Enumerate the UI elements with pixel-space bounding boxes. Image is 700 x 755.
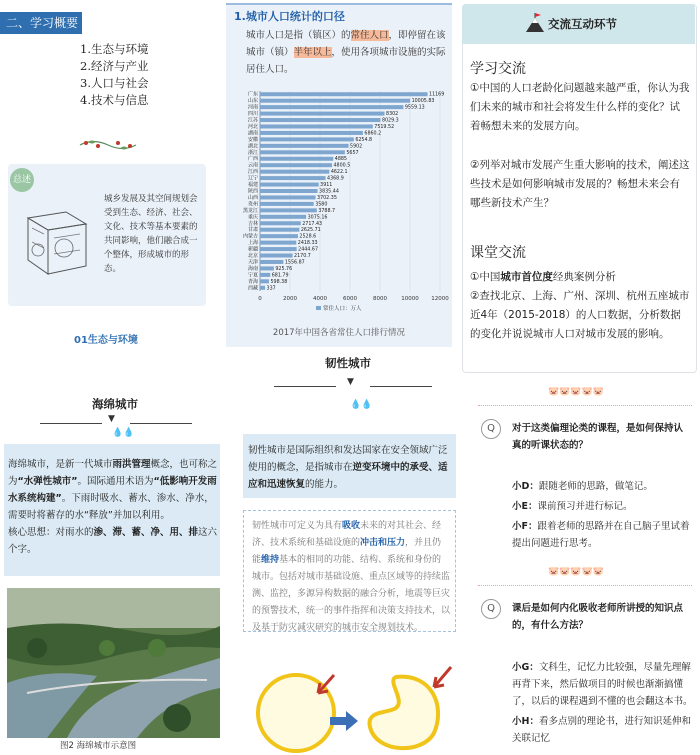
category-label: 海南 — [247, 265, 258, 272]
category-label: 辽宁 — [247, 175, 258, 182]
value-label: 337 — [266, 286, 276, 292]
x-tick-label: 6000 — [343, 296, 357, 302]
category-label: 山西 — [247, 194, 258, 201]
bar — [260, 228, 299, 232]
category-label: 贵州 — [247, 201, 258, 208]
bar — [260, 124, 373, 128]
bar — [260, 241, 296, 245]
bar — [260, 163, 332, 167]
outline-item: 1.生态与环境 — [80, 42, 149, 56]
interaction-title: 交流互动环节 — [548, 17, 617, 31]
legend-swatch — [316, 306, 321, 310]
bar — [260, 279, 269, 283]
study-question-2: ②列举对城市发展产生重大影响的技术，阐述这些技术是如何影响城市发展的？畅想未来会有哪些新技术产生？ — [470, 159, 690, 209]
highlight-resident: 常住人口 — [350, 30, 389, 41]
bar — [260, 215, 306, 219]
value-label: 5657 — [346, 150, 359, 156]
category-label: 浙江 — [247, 149, 258, 156]
class-item-1-c: 经典案例分析 — [552, 271, 616, 283]
subheading: 01生态与环境 — [74, 335, 138, 346]
value-label: 2528.6 — [299, 234, 317, 240]
stats-text-b: ，即停留在该城市（镇） — [246, 30, 446, 58]
qa-answer — [512, 713, 694, 747]
res-d-b: 吸收 — [342, 521, 361, 531]
sponge-p1-g: 。下雨时吸水、蓄水、渗水、净水，需要时将蓄存的水“释放”并加以利用。 — [8, 493, 214, 521]
x-tick-label: 2000 — [283, 296, 297, 302]
x-tick-label: 8000 — [373, 296, 387, 302]
category-label: 湖北 — [247, 143, 258, 150]
category-label: 河南 — [247, 104, 258, 111]
res-d-f: 维持 — [261, 555, 280, 565]
summary-text: 城乡发展及其空间规划会受到生态、经济、社会、文化、技术等基本要素的共同影响，他们融合成一个整体，形成城市的形态。 — [104, 194, 198, 274]
value-label: 2418.33 — [297, 241, 318, 247]
arrow-icon — [434, 667, 451, 687]
qa-who: 小H： — [512, 716, 539, 727]
qa-text: 跟着老师的思路并在自己脑子里试着提出问题进行思考。 — [512, 521, 690, 549]
qa-who: 小D： — [512, 481, 539, 492]
bar — [260, 247, 297, 251]
value-label: 3580 — [315, 202, 328, 208]
res-d-c: 未来的对其社会、经济、技术系统和基础设施的 — [252, 521, 442, 548]
dented-shape — [369, 677, 438, 748]
study-heading: 学习交流 — [470, 61, 526, 77]
res-d-g: 基本的相同的功能、结构、系统和身份的城市。包括对城市基础设施、重点区域等的持续监测、监控，多源异构数据的融合分析，地震等巨灾的预警技术，统一的事件指挥和决策支持技术，以及基于防灾减灾研究的城市安全规划技术。 — [252, 555, 451, 633]
outline-item: 4.技术与信息 — [80, 93, 149, 107]
resilience-def-text — [248, 442, 454, 493]
category-label: 上海 — [247, 240, 258, 247]
stats-text — [246, 27, 446, 78]
sponge-p1-e: 。国际通用术语为 — [77, 476, 154, 487]
res-d-e: ，并且仍能 — [252, 538, 442, 565]
value-label: 925.76 — [275, 266, 293, 272]
value-label: 8029.3 — [381, 118, 399, 124]
value-label: 2444.67 — [298, 247, 319, 253]
x-tick-label: 10000 — [401, 296, 419, 302]
bar — [260, 208, 317, 212]
sponge-text — [8, 456, 218, 558]
water-drops-icon: 💧💧 — [350, 400, 373, 410]
qa-text: 跟随老师的思路，做笔记。 — [538, 481, 653, 492]
stats-title: 1.城市人口统计的口径 — [234, 10, 345, 23]
category-label: 黑龙江 — [242, 207, 258, 214]
category-label: 湖南 — [247, 130, 258, 137]
category-label: 新疆 — [247, 246, 258, 253]
bar — [260, 221, 301, 225]
category-label: 福建 — [247, 182, 258, 189]
qa-answer — [512, 518, 694, 552]
category-label: 安徽 — [247, 136, 258, 143]
value-label: 1556.87 — [284, 260, 305, 266]
outline-item: 3.人口与社会 — [80, 76, 149, 90]
category-label: 广西 — [247, 156, 258, 163]
qa-who: 小E： — [512, 501, 538, 512]
category-label: 吉林 — [247, 220, 258, 227]
bar — [260, 189, 318, 193]
category-label: 北京 — [247, 253, 258, 260]
bar — [260, 112, 385, 116]
value-label: 2717.43 — [302, 221, 323, 227]
category-label: 河北 — [247, 123, 258, 130]
sponge-title: 海绵城市 — [92, 397, 138, 411]
bar — [260, 137, 354, 141]
bar — [260, 273, 270, 277]
value-label: 681.79 — [271, 273, 289, 279]
outline-item: 2.经济与产业 — [80, 59, 149, 73]
bar — [260, 118, 380, 122]
value-label: 2625.71 — [300, 228, 321, 234]
category-label: 江西 — [247, 169, 258, 176]
x-tick-label: 4000 — [313, 296, 327, 302]
value-label: 7519.52 — [374, 124, 395, 130]
category-label: 四川 — [247, 111, 258, 118]
divider-right — [370, 386, 432, 387]
pig-icon: 🐷🐷🐷🐷🐷 — [548, 387, 605, 397]
class-item-2: ②查找北京、上海、广州、深圳、杭州五座城市近4年（2015-2018）的人口数据，分析数据的变化并说说城市人口对城市发展的影响。 — [470, 290, 690, 340]
bar — [260, 183, 319, 187]
res-def-c: 的能力。 — [305, 479, 344, 490]
qa-answer — [512, 498, 694, 515]
bar — [260, 131, 363, 135]
sponge-para-1 — [8, 456, 218, 524]
water-drops-icon: 💧💧 — [112, 428, 135, 438]
category-label: 重庆 — [247, 214, 258, 221]
category-label: 云南 — [247, 162, 258, 169]
value-label: 4885 — [334, 157, 347, 163]
qa-text: 文科生，记忆力比较强，尽量先理解再背下来，然后做项目的时候也渐渐搞懂了，以后的课程遇到不懂的也会翻这本书。 — [512, 662, 693, 707]
value-label: 3835.44 — [319, 189, 339, 195]
category-label: 宁夏 — [247, 272, 258, 279]
res-d-d: 冲击和压力 — [360, 538, 406, 548]
category-label: 陕西 — [247, 188, 258, 195]
bar — [260, 176, 326, 180]
sponge-city-photo — [7, 588, 220, 738]
value-label: 4800.5 — [333, 163, 351, 169]
value-label: 3788.7 — [318, 208, 336, 214]
qa-who: 小G： — [512, 662, 539, 673]
sponge-p1-a: 海绵城市，是新一代城市 — [8, 459, 113, 470]
bar — [260, 99, 410, 103]
bar — [260, 170, 329, 174]
sponge-p1-c: 概念，也可称之为 — [8, 459, 218, 487]
outline-list — [80, 41, 148, 109]
flag-mountain-icon — [524, 12, 546, 34]
bar — [260, 105, 403, 109]
value-label: 3702.35 — [317, 195, 337, 201]
category-label: 甘肃 — [247, 227, 258, 234]
sponge-p2-a: 核心思想：对雨水的 — [8, 527, 94, 538]
value-label: 5902 — [350, 144, 363, 150]
res-def-a: 韧性城市是国际组织和发达国家在安全领域广泛使用的概念，是指城市在 — [248, 445, 448, 473]
bar — [260, 266, 274, 270]
value-label: 3075.16 — [307, 215, 328, 221]
question-icon: Q — [481, 599, 501, 619]
stats-text-a: 城市人口是指（镇区）的 — [246, 30, 351, 41]
bar — [260, 157, 333, 161]
category-label: 内蒙古 — [242, 233, 258, 240]
qa-answer — [512, 478, 694, 495]
qa-question-1: 对于这类偏理论类的课程，是如何保持认真的听课状态的？ — [512, 423, 684, 451]
stats-text-c: ，使用各项城市设施的实际居住人口。 — [246, 47, 446, 75]
bar — [260, 144, 349, 148]
value-label: 3911 — [320, 183, 333, 189]
category-label: 西藏 — [247, 285, 258, 292]
qa-answers-2 — [512, 659, 694, 747]
chart-caption: 2017年中国各省常住人口排行情况 — [272, 328, 406, 338]
vine-ornament-icon — [78, 136, 138, 154]
value-label: 4622.1 — [330, 170, 348, 176]
study-question-1: ①中国的人口老龄化问题越来越严重，你认为我们未来的城市和社会将发生什么样的变化？试着畅想未来的发展方向。 — [470, 82, 690, 132]
class-item-1-b: 城市首位度 — [500, 271, 553, 283]
divider-left — [40, 423, 102, 424]
population-bar-chart — [230, 87, 450, 317]
bar — [260, 254, 293, 258]
sponge-caption: 图2 海绵城市示意图 — [60, 741, 137, 751]
res-d-a: 韧性城市可定义为具有 — [252, 521, 343, 531]
sponge-p1-b: 雨洪管理 — [112, 459, 151, 470]
qa-text: 课前预习并进行标记。 — [537, 501, 633, 512]
bar — [260, 92, 428, 96]
bar — [260, 260, 283, 264]
category-label: 江苏 — [247, 117, 258, 124]
bar — [260, 195, 316, 199]
divider-right — [130, 423, 192, 424]
sponge-p2-c: 这六个字。 — [8, 527, 218, 555]
bar — [260, 234, 298, 238]
dotted-divider — [478, 585, 692, 586]
value-label: 2170.7 — [294, 254, 311, 260]
legend-label: 常住人口：万人 — [323, 306, 362, 312]
sponge-p2-b: 渗、滞、蓄、净、用、排 — [93, 527, 199, 538]
pig-icon: 🐷🐷🐷🐷🐷 — [548, 567, 605, 577]
sponge-para-2 — [8, 524, 218, 558]
class-item-1-a: ①中国 — [470, 271, 501, 283]
value-label: 598.38 — [270, 279, 288, 285]
value-label: 4368.9 — [327, 176, 344, 182]
bar — [260, 150, 345, 154]
value-label: 10005.83 — [411, 99, 435, 105]
sponge-p1-f: “低影响开发雨水系统构建” — [8, 476, 217, 504]
bar — [260, 202, 314, 206]
category-label: 山东 — [247, 98, 258, 105]
category-label: 天津 — [247, 259, 258, 266]
sponge-p1-d: “水弹性城市” — [17, 476, 78, 487]
value-label: 11169 — [429, 92, 445, 98]
section-title: 二、学习概要 — [0, 12, 82, 34]
resilience-detail-text — [252, 518, 450, 637]
divider-left — [274, 386, 336, 387]
city-cube-icon — [14, 198, 96, 280]
x-tick-label: 12000 — [431, 296, 449, 302]
qa-answers-1 — [512, 478, 694, 552]
qa-answer — [512, 659, 694, 710]
value-label: 9559.13 — [404, 105, 425, 111]
bar — [260, 286, 265, 290]
highlight-halfyear: 半年以上 — [293, 47, 332, 58]
class-item-1 — [470, 268, 690, 287]
value-label: 6860.2 — [364, 131, 382, 137]
question-icon: Q — [481, 419, 501, 439]
class-heading: 课堂交流 — [470, 245, 526, 261]
dotted-divider — [478, 405, 692, 406]
category-label: 青海 — [247, 278, 258, 285]
qa-text: 看多点别的理论书，进行知识延伸和关联记忆 — [512, 716, 691, 744]
category-label: 广东 — [247, 91, 258, 98]
value-label: 6254.8 — [355, 137, 373, 143]
x-tick-label: 0 — [258, 296, 262, 302]
triangle-down-icon: ▼ — [108, 414, 115, 424]
summary-label: 总述 — [10, 168, 34, 192]
qa-question-2: 课后是如何内化吸收老师所讲授的知识点的，有什么方法？ — [512, 603, 684, 631]
qa-who: 小F： — [512, 521, 538, 532]
resilience-title: 韧性城市 — [325, 356, 371, 370]
triangle-down-icon: ▼ — [347, 377, 354, 387]
class-items — [470, 268, 690, 344]
arrow-icon — [318, 675, 334, 693]
res-def-b: 逆变环境中的承受、适应和迅速恢复 — [248, 462, 448, 490]
resilience-diagram — [246, 655, 456, 755]
value-label: 8302 — [386, 112, 399, 118]
